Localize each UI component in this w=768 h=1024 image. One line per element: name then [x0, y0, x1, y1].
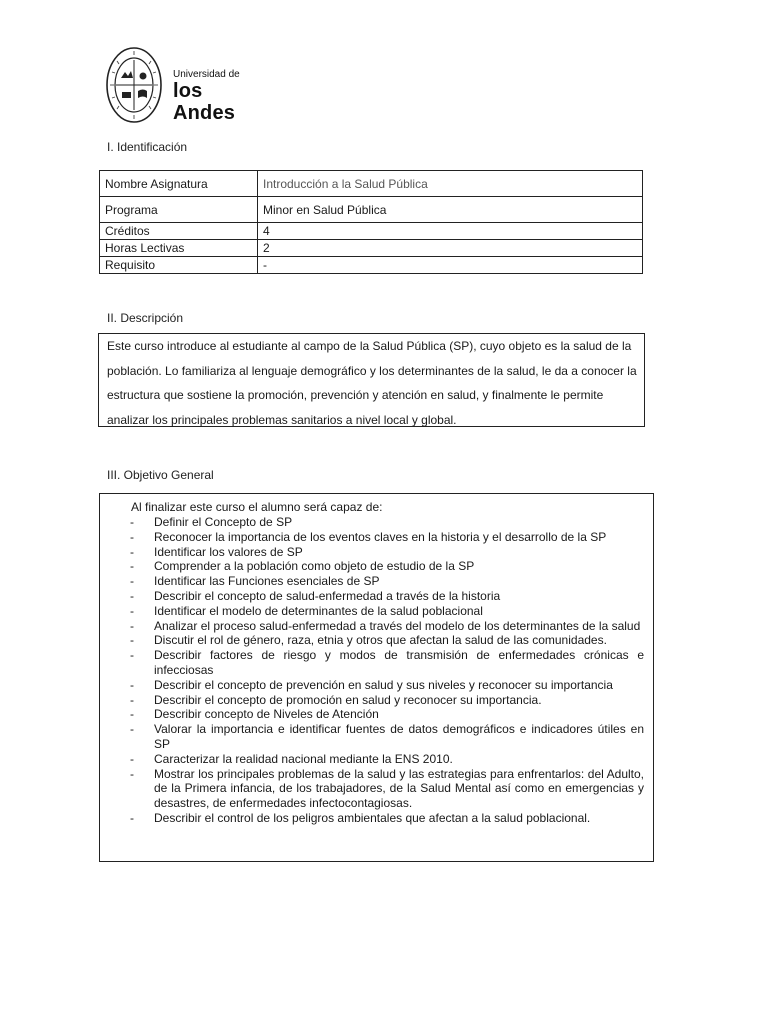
table-row — [100, 240, 643, 257]
list-item-text: Definir el Concepto de SP — [154, 515, 293, 529]
table-value-cell: Introducción a la Salud Pública — [258, 171, 643, 197]
list-item — [130, 811, 644, 826]
table-row — [100, 257, 643, 274]
list-item-text: Describir el concepto de promoción en salud y reconocer su importancia. — [154, 692, 542, 707]
list-item — [130, 633, 644, 648]
list-item-text: Comprender a la población como objeto de estudio de la SP — [154, 559, 475, 574]
bullet-dash: - — [130, 692, 134, 707]
list-item-text: Describir el concepto de salud-enfermedad a través de la historia — [154, 588, 501, 603]
list-item — [130, 545, 644, 560]
objectives-box — [99, 493, 654, 862]
section-title-identificacion: I. Identificación — [107, 140, 188, 154]
list-item-text: Identificar las Funciones esenciales de SP — [154, 574, 380, 589]
bullet-dash: - — [130, 648, 134, 663]
section-title-objetivo: III. Objetivo General — [107, 468, 214, 482]
table-label-cell: Nombre Asignatura — [100, 171, 258, 197]
description-box — [98, 333, 645, 427]
list-item — [130, 752, 644, 767]
bullet-dash: - — [130, 707, 134, 722]
bullet-dash: - — [130, 603, 134, 618]
bullet-dash: - — [130, 574, 134, 589]
bullet-dash: - — [130, 618, 134, 633]
list-item-text: Describir concepto de Niveles de Atención — [154, 707, 379, 722]
list-item — [130, 648, 644, 678]
list-item-text: Reconocer la importancia de los eventos claves en la historia y el desarrollo de la SP — [154, 529, 607, 544]
table-row — [100, 223, 643, 240]
list-item — [130, 515, 644, 530]
list-item-text: Describir el concepto de prevención en salud y sus niveles y reconocer su importancia — [154, 677, 613, 692]
list-item — [130, 604, 644, 619]
table-label-cell: Programa — [100, 197, 258, 223]
objectives-list — [130, 515, 644, 826]
bullet-dash: - — [130, 544, 134, 559]
identification-table — [99, 170, 643, 274]
bullet-dash: - — [130, 633, 134, 648]
list-item — [130, 589, 644, 604]
table-value-cell: Minor en Salud Pública — [258, 197, 643, 223]
description-text: Este curso introduce al estudiante al campo de la Salud Pública (SP), cuyo objeto es la salud de la población. Lo familiariza al lenguaje demográfico y los determinantes de la salud, le da a conocer la estructura que sostiene la promoción, prevención y atención en salud, y finalmente le permite analizar los principales problemas sanitarios a nivel local y global. — [107, 339, 637, 427]
list-item-text: Describir el control de los peligros ambientales que afectan a la salud poblacional. — [154, 810, 591, 825]
table-value-cell: 4 — [258, 223, 643, 240]
table-label-cell: Horas Lectivas — [100, 240, 258, 257]
university-seal-icon — [105, 45, 163, 125]
list-item — [130, 693, 644, 708]
list-item-text: Describir factores de riesgo y modos de transmisión de enfermedades crónicas e infecciosas — [154, 648, 644, 677]
university-logo — [105, 45, 265, 140]
list-item — [130, 767, 644, 811]
bullet-dash: - — [130, 751, 134, 766]
list-item — [130, 559, 644, 574]
table-value-cell: - — [258, 257, 643, 274]
list-item — [130, 530, 644, 545]
bullet-dash: - — [130, 588, 134, 603]
objectives-intro: Al finalizar este curso el alumno será capaz de: — [131, 500, 383, 514]
list-item — [130, 574, 644, 589]
list-item — [130, 722, 644, 752]
list-item-text: Identificar el modelo de determinantes de la salud poblacional — [154, 603, 483, 618]
list-item — [130, 707, 644, 722]
list-item-text: Caracterizar la realidad nacional mediante la ENS 2010. — [154, 751, 453, 766]
bullet-dash: - — [130, 515, 134, 529]
list-item — [130, 678, 644, 693]
table-value-cell: 2 — [258, 240, 643, 257]
logo-wordmark — [173, 69, 265, 124]
list-item — [130, 619, 644, 634]
logo-small-text: Universidad de — [173, 69, 240, 80]
logo-big-text: los Andes — [173, 80, 236, 124]
table-label-cell: Créditos — [100, 223, 258, 240]
list-item-text: Valorar la importancia e identificar fuentes de datos demográficos e indicadores útiles en SP — [154, 722, 644, 751]
bullet-dash: - — [130, 810, 134, 825]
table-row — [100, 171, 643, 197]
list-item-text: Discutir el rol de género, raza, etnia y otros que afectan la salud de las comunidades. — [154, 633, 607, 648]
bullet-dash: - — [130, 766, 134, 781]
list-item-text: Analizar el proceso salud-enfermedad a través del modelo de los determinantes de la salud — [154, 618, 641, 633]
table-label-cell: Requisito — [100, 257, 258, 274]
list-item-text: Identificar los valores de SP — [154, 544, 303, 559]
bullet-dash: - — [130, 677, 134, 692]
bullet-dash: - — [130, 722, 134, 737]
list-item-text: Mostrar los principales problemas de la salud y las estrategias para enfrentarlos: del Adulto, de la Primera infancia, de los trabajadores, de la Salud Mental así como en emergencias y desastres, de enfermedades infectocontagiosas. — [154, 766, 644, 811]
bullet-dash: - — [130, 559, 134, 574]
section-title-descripcion: II. Descripción — [107, 311, 184, 325]
table-row — [100, 197, 643, 223]
bullet-dash: - — [130, 529, 134, 544]
